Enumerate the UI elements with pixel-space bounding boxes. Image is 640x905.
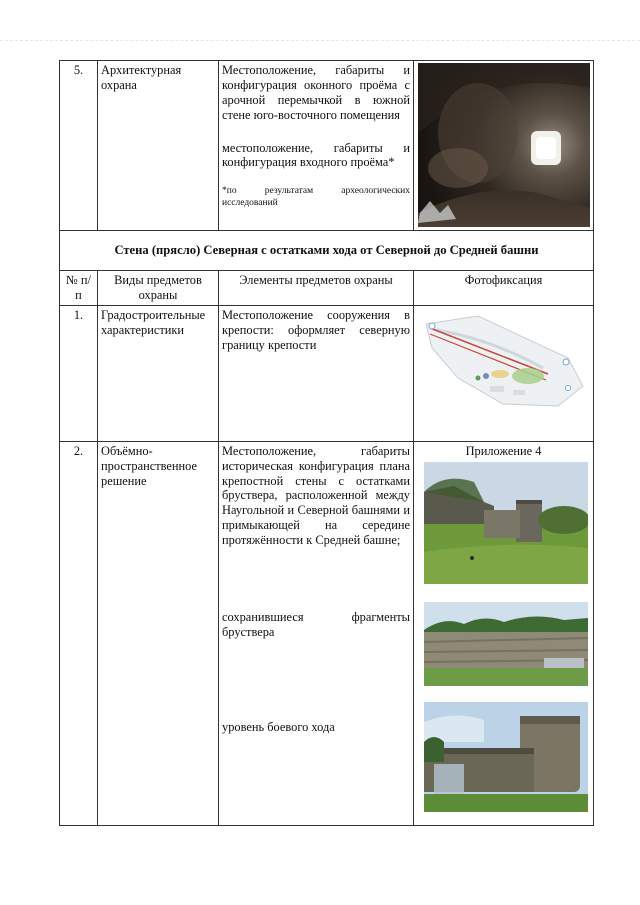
combat-walkway-photo — [424, 702, 588, 812]
page-top-divider — [0, 40, 640, 41]
protection-table — [59, 60, 594, 826]
table-row-1 — [60, 305, 594, 441]
row5-footnote: *по результатам археологических исследований — [222, 186, 410, 208]
row1-type: Градостроительные характеристики — [98, 305, 219, 441]
row5-elements — [219, 61, 414, 231]
row1-number: 1. — [60, 305, 98, 441]
photo-caption: Приложение 4 — [465, 443, 542, 458]
header-type: Виды предметов охраны — [98, 271, 219, 306]
fortress-plan-map — [418, 308, 590, 408]
row5-elements-text-1: Местоположение, габариты и конфигурация оконного проёма с арочной перемычкой в южной стене юго-восточного помещения — [222, 63, 410, 122]
row5-number: 5. — [60, 61, 98, 231]
row2-elements-text-2: сохранившиеся фрагменты бруствера — [222, 609, 410, 639]
row2-type: Объёмно-пространственное решение — [98, 441, 219, 825]
row2-elements — [219, 441, 414, 825]
tunnel-arch-photo — [418, 63, 590, 227]
row2-elements-text-1: Местоположение, габариты историческая конфигурация плана крепостной стены с остатками бруствера, расположенной между Наугольной и Северной башнями и примыкающей на середине протяжённости к Средней башне; — [222, 443, 410, 547]
wall-tower-photo — [424, 462, 588, 584]
header-number: № п/п — [60, 271, 98, 306]
parapet-fragments-photo — [424, 602, 588, 686]
section-row — [60, 231, 594, 271]
row1-elements: Местоположение сооружения в крепости: оформляет северную границу крепости — [219, 305, 414, 441]
row2-photo-cell — [414, 441, 594, 825]
row5-elements-text-2: местоположение, габариты и конфигурация входного проёма* — [222, 140, 410, 170]
row5-type: Архитектурная охрана — [98, 61, 219, 231]
header-row — [60, 271, 594, 306]
header-elements: Элементы предметов охраны — [219, 271, 414, 306]
table-row-2 — [60, 441, 594, 825]
table-row-5 — [60, 61, 594, 231]
row2-number: 2. — [60, 441, 98, 825]
row1-photo-cell — [414, 305, 594, 441]
row2-elements-text-3: уровень боевого хода — [222, 719, 335, 734]
section-title: Стена (прясло) Северная с остатками хода от Северной до Средней башни — [60, 231, 594, 271]
header-photo: Фотофиксация — [414, 271, 594, 306]
row5-photo-cell — [414, 61, 594, 231]
